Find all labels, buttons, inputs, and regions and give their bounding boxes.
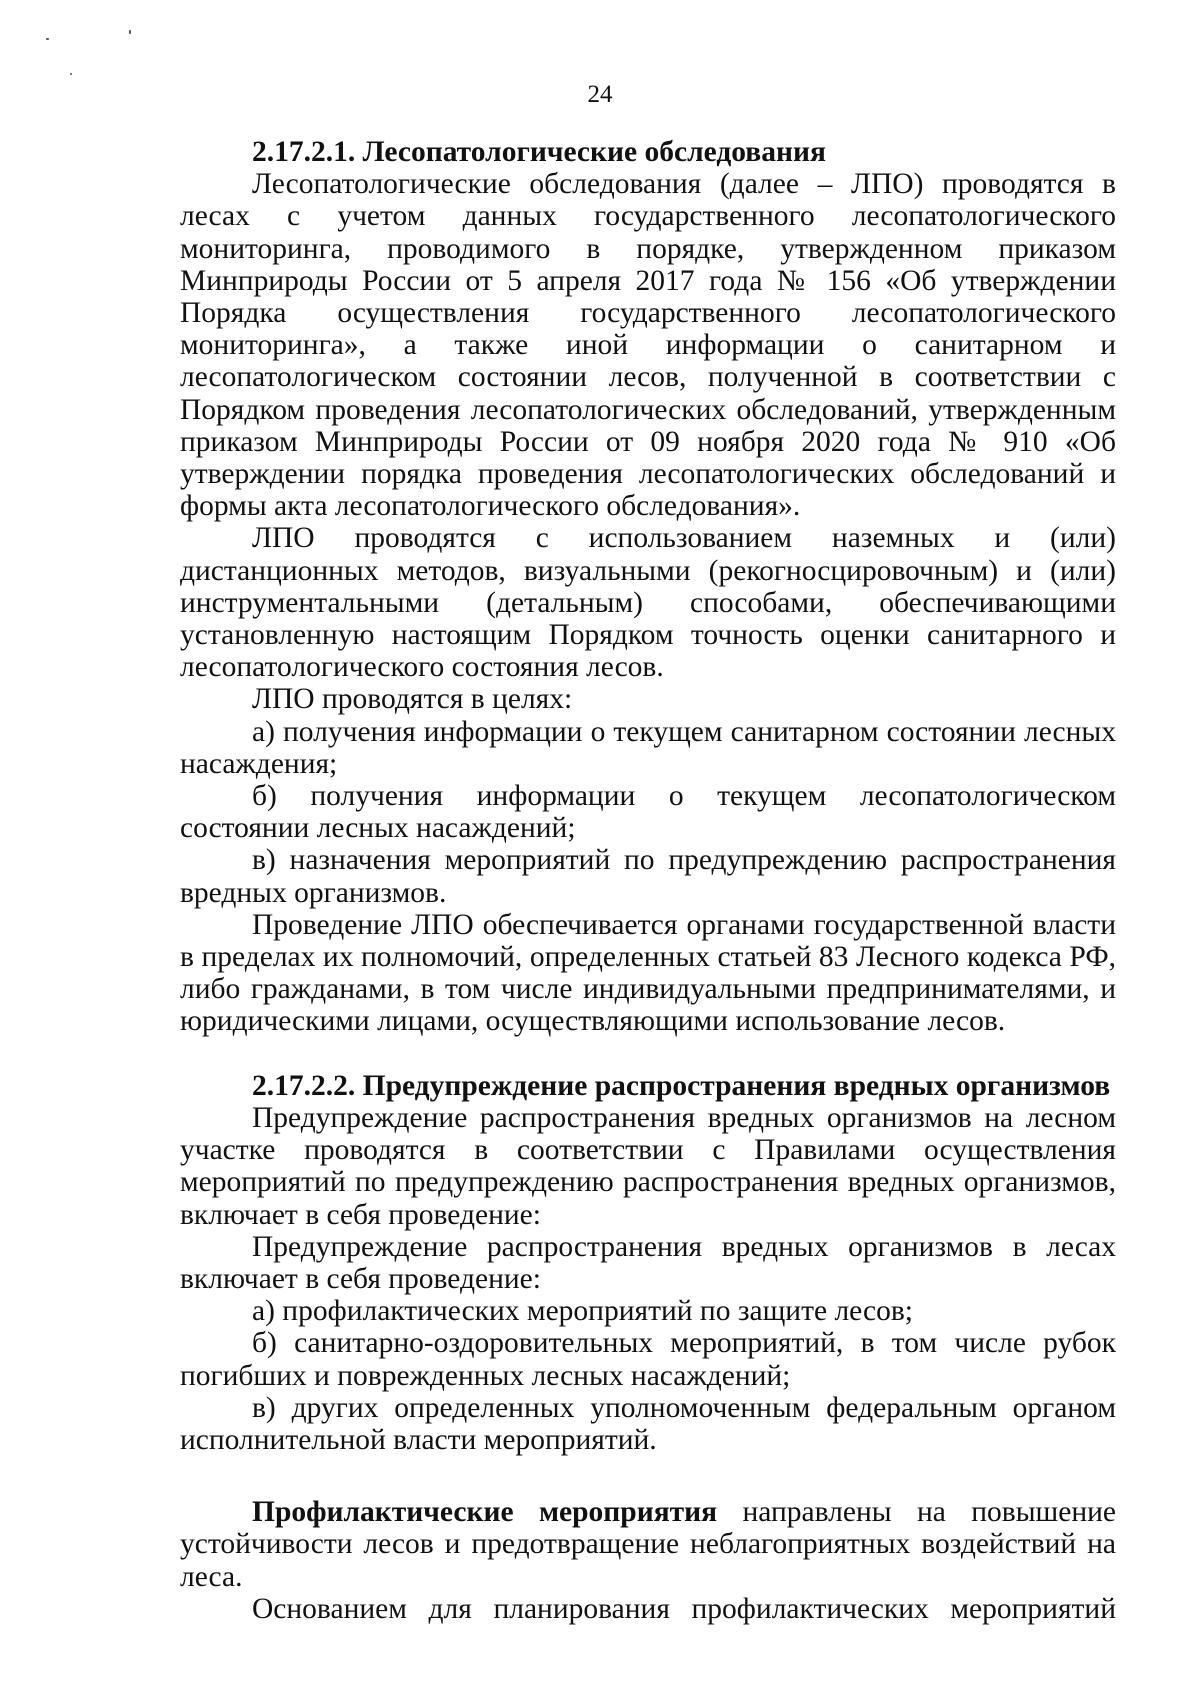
bold-lead-text: Профилактические мероприятия [252,1496,718,1529]
paragraph: Основанием для планирования профилактических мероприятий [252,1592,1116,1625]
scan-speck [46,38,49,40]
scan-speck [70,73,72,75]
paragraph: ЛПО проводятся в целях: [252,683,573,716]
paragraph: Проведение ЛПО обеспечивается органами государственной власти в пределах их полномочий, определенных статьей 83 Лесного кодекса РФ, либо гражданами, в том числе индивидуальными предпринимателями, и юридическими лицами, осуществляющими использование лесов. [180,908,1116,1038]
list-item: в) других определенных уполномоченным федеральным органом исполнительной власти мероприятий. [180,1391,1116,1456]
list-item: б) санитарно-оздоровительных мероприятий, в том числе рубок погибших и поврежденных лесных насаждений; [180,1327,1116,1392]
paragraph: Предупреждение распространения вредных организмов на лесном участке проводятся в соответствии с Правилами осуществления мероприятий по предупреждению распространения вредных организмов, включает в себя проведение: [180,1101,1116,1231]
list-item: а) получения информации о текущем санитарном состоянии лесных насаждения; [180,715,1116,780]
paragraph: ЛПО проводятся с использованием наземных и (или) дистанционных методов, визуальными (рекогносцировочным) и (или) инструментальными (детальным) способами, обеспечивающими установленную настоящим Порядком точность оценки санитарного и лесопатологического состояния лесов. [180,522,1116,684]
page-number: 24 [587,81,613,108]
list-item: в) назначения мероприятий по предупреждению распространения вредных организмов. [180,844,1116,909]
section-heading: 2.17.2.2. Предупреждение распространения вредных организмов [252,1069,1111,1102]
list-item: б) получения информации о текущем лесопатологическом состоянии лесных насаждений; [180,780,1116,845]
paragraph [180,1496,1116,1593]
section-spacer [180,1456,1116,1496]
section-heading: 2.17.2.1. Лесопатологические обследования [252,136,826,168]
paragraph-text: направлены на повышение устойчивости лесов и предотвращение неблагоприятных воздействий на леса. [180,1496,1116,1593]
section-spacer [180,1038,1116,1070]
paragraph: Лесопатологические обследования (далее – ЛПО) проводятся в лесах с учетом данных государственного лесопатологического мониторинга, проводимого в порядке, утвержденном приказом Минприроды России от 5 апреля 2017 года № 156 «Об утверждении Порядка осуществления государственного лесопатологического мониторинга», а также иной информации о санитарном и лесопатологическом состоянии лесов, полученной в соответствии с Порядком проведения лесопатологических обследований, утвержденным приказом Минприроды России от 09 ноября 2020 года № 910 «Об утверждении порядка проведения лесопатологических обследований и формы акта лесопатологического обследования». [180,168,1116,523]
list-item: а) профилактических мероприятий по защите лесов; [252,1295,913,1328]
scan-speck [129,30,131,34]
document-body [180,136,1116,1625]
paragraph: Предупреждение распространения вредных организмов в лесах включает в себя проведение: [180,1230,1116,1295]
